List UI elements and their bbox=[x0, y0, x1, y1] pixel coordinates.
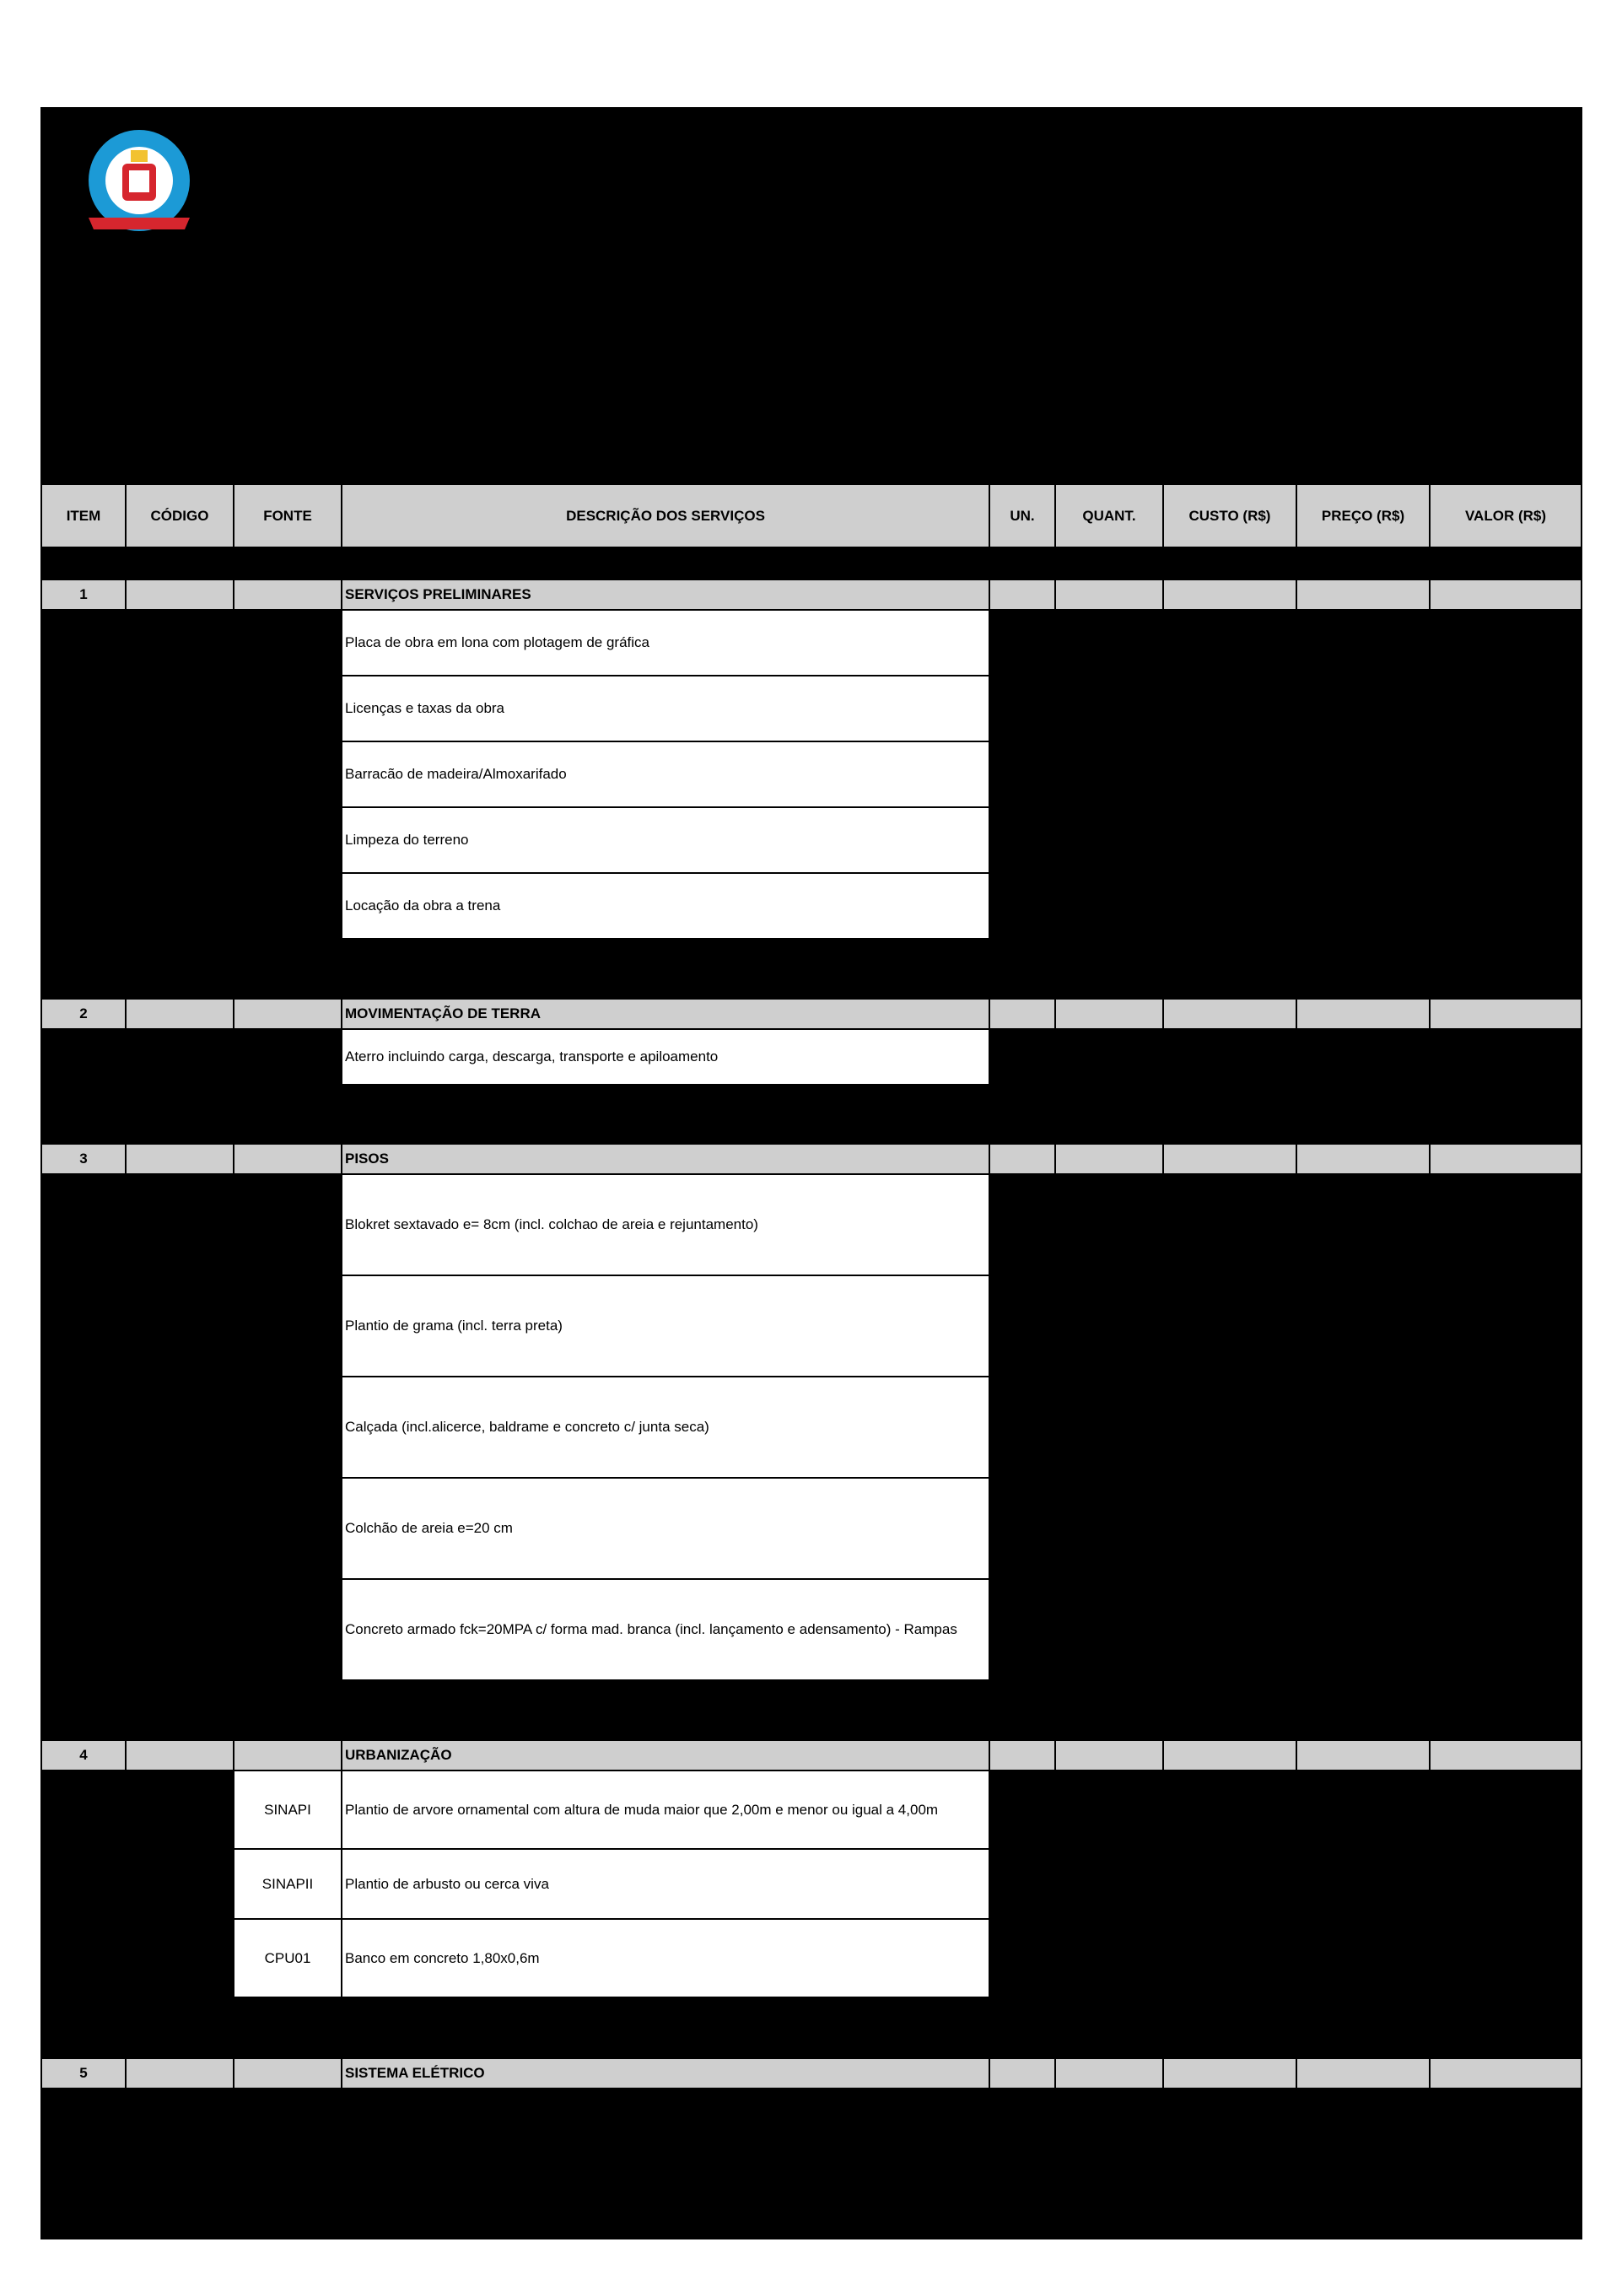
section-title: PISOS bbox=[342, 1145, 989, 1173]
section-cell-custo bbox=[1164, 1000, 1296, 1028]
section-cell-fonte bbox=[234, 2059, 341, 2088]
section-cell-quant bbox=[1056, 1145, 1162, 1173]
item-description: Banco em concreto 1,80x0,6m bbox=[342, 1920, 989, 1997]
section-cell-un bbox=[990, 2059, 1054, 2088]
section-cell-codigo bbox=[127, 580, 233, 609]
item-description: Plantio de arvore ornamental com altura de muda maior que 2,00m e menor ou igual a 4,00m bbox=[342, 1771, 989, 1848]
item-description: Plantio de arbusto ou cerca viva bbox=[342, 1850, 989, 1918]
section-cell-fonte bbox=[234, 1741, 341, 1770]
section-cell-valor bbox=[1431, 1000, 1581, 1028]
item-description: Placa de obra em lona com plotagem de gráfica bbox=[342, 611, 989, 675]
section-cell-valor bbox=[1431, 1145, 1581, 1173]
section-cell-custo bbox=[1164, 2059, 1296, 2088]
section-number: 2 bbox=[42, 1000, 125, 1028]
item-description: Colchão de areia e=20 cm bbox=[342, 1479, 989, 1578]
section-number: 3 bbox=[42, 1145, 125, 1173]
item-description: Concreto armado fck=20MPA c/ forma mad. branca (incl. lançamento e adensamento) - Rampas bbox=[342, 1580, 989, 1679]
section-cell-fonte bbox=[234, 1145, 341, 1173]
item-description: Barracão de madeira/Almoxarifado bbox=[342, 742, 989, 806]
section-cell-codigo bbox=[127, 1145, 233, 1173]
item-description: Calçada (incl.alicerce, baldrame e concreto c/ junta seca) bbox=[342, 1377, 989, 1477]
header-custo: CUSTO (R$) bbox=[1164, 485, 1296, 547]
item-fonte: CPU01 bbox=[234, 1920, 341, 1997]
section-number: 4 bbox=[42, 1741, 125, 1770]
section-title: URBANIZAÇÃO bbox=[342, 1741, 989, 1770]
section-cell-valor bbox=[1431, 580, 1581, 609]
section-cell-codigo bbox=[127, 1000, 233, 1028]
header-fonte: FONTE bbox=[234, 485, 341, 547]
item-description: Limpeza do terreno bbox=[342, 808, 989, 872]
section-cell-preco bbox=[1297, 1000, 1429, 1028]
section-title: MOVIMENTAÇÃO DE TERRA bbox=[342, 1000, 989, 1028]
item-fonte: SINAPII bbox=[234, 1850, 341, 1918]
item-fonte: SINAPI bbox=[234, 1771, 341, 1848]
section-cell-un bbox=[990, 1000, 1054, 1028]
section-cell-quant bbox=[1056, 580, 1162, 609]
section-cell-quant bbox=[1056, 2059, 1162, 2088]
header-item: ITEM bbox=[42, 485, 125, 547]
section-cell-valor bbox=[1431, 2059, 1581, 2088]
section-cell-un bbox=[990, 1741, 1054, 1770]
section-cell-un bbox=[990, 1145, 1054, 1173]
header-valor: VALOR (R$) bbox=[1431, 485, 1581, 547]
section-cell-custo bbox=[1164, 1741, 1296, 1770]
item-description: Locação da obra a trena bbox=[342, 874, 989, 938]
section-cell-fonte bbox=[234, 1000, 341, 1028]
section-cell-custo bbox=[1164, 1145, 1296, 1173]
section-cell-preco bbox=[1297, 1145, 1429, 1173]
section-cell-un bbox=[990, 580, 1054, 609]
section-number: 1 bbox=[42, 580, 125, 609]
item-description: Blokret sextavado e= 8cm (incl. colchao de areia e rejuntamento) bbox=[342, 1175, 989, 1275]
section-title: SISTEMA ELÉTRICO bbox=[342, 2059, 989, 2088]
item-description: Licenças e taxas da obra bbox=[342, 676, 989, 741]
municipal-seal-logo bbox=[80, 125, 198, 243]
header-codigo: CÓDIGO bbox=[127, 485, 233, 547]
section-cell-preco bbox=[1297, 2059, 1429, 2088]
section-cell-codigo bbox=[127, 2059, 233, 2088]
section-cell-preco bbox=[1297, 580, 1429, 609]
section-cell-fonte bbox=[234, 580, 341, 609]
section-cell-valor bbox=[1431, 1741, 1581, 1770]
section-title: SERVIÇOS PRELIMINARES bbox=[342, 580, 989, 609]
section-number: 5 bbox=[42, 2059, 125, 2088]
section-cell-quant bbox=[1056, 1741, 1162, 1770]
header-descricao: DESCRIÇÃO DOS SERVIÇOS bbox=[342, 485, 989, 547]
section-cell-quant bbox=[1056, 1000, 1162, 1028]
section-cell-custo bbox=[1164, 580, 1296, 609]
item-description: Aterro incluindo carga, descarga, transporte e apiloamento bbox=[342, 1030, 989, 1084]
section-cell-preco bbox=[1297, 1741, 1429, 1770]
item-description: Plantio de grama (incl. terra preta) bbox=[342, 1276, 989, 1376]
header-preco: PREÇO (R$) bbox=[1297, 485, 1429, 547]
header-quant: QUANT. bbox=[1056, 485, 1162, 547]
section-cell-codigo bbox=[127, 1741, 233, 1770]
header-un: UN. bbox=[990, 485, 1054, 547]
